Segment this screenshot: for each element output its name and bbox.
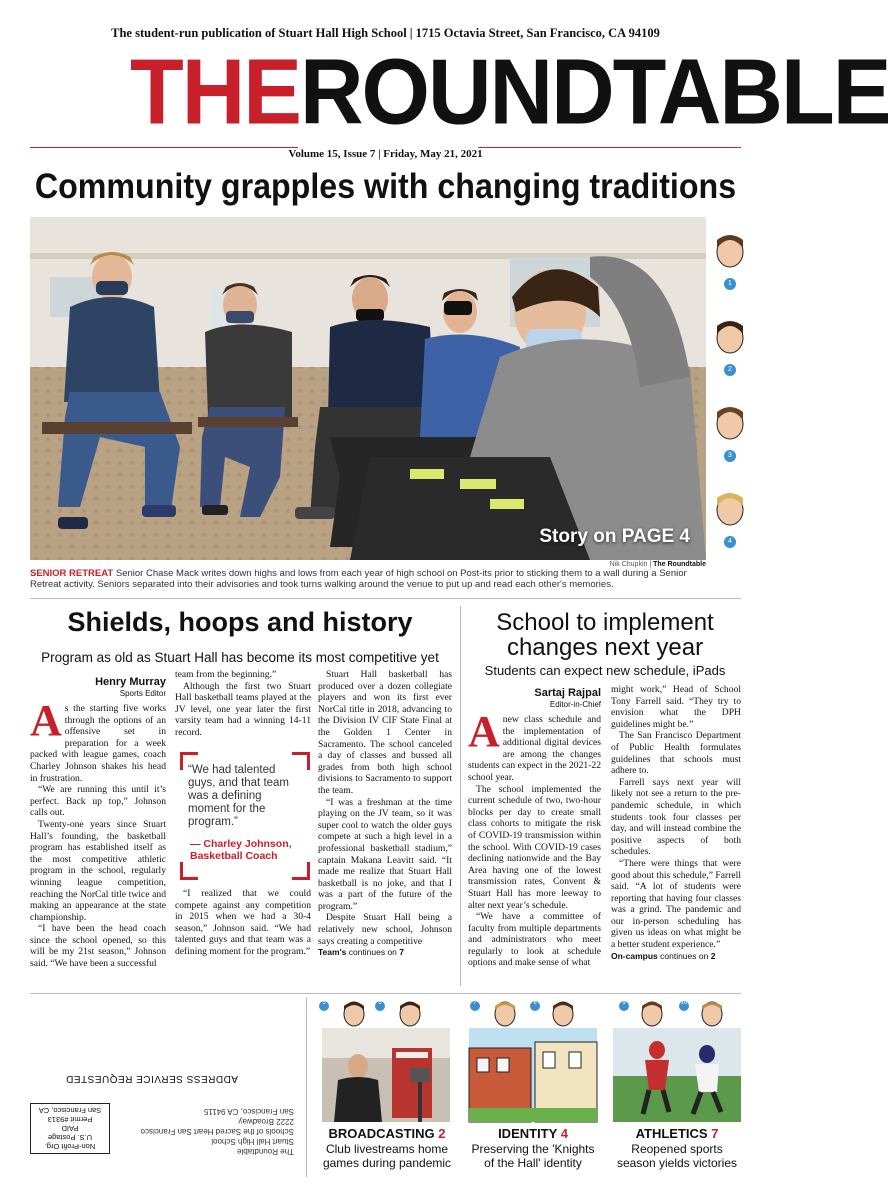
address-service: ADDRESS SERVICE REQUESTED: [65, 1073, 238, 1084]
tagline: The student-run publication of Stuart Hall High School | 1715 Octavia Street, San Francisco, CA 94109: [111, 26, 660, 40]
masthead-the: THE: [130, 39, 300, 144]
left-col-3: Stuart Hall basketball has produced over a dozen collegiate players and won its first ever NorCal title in 2018, advancing to the Division IV CIF State Final at the Golden 1 Center in Sacramento. The school canceled a day of classes and bussed all grades from both high school divisions to Sacramento to support the team. “I was a freshman at the time playing on the JV team, so it was super cool to watch the older guys compete at such a high level in a professional basketball stadium,” captain Makana Leavitt said. “It made me realize that Stuart Hall basketball is no joke, and that I was a part of the future of the program.” Despite Stuart Hall being a relatively new school, Johnson says creating a competitive Team's continues on 7: [318, 669, 452, 958]
badge-4: 4: [724, 536, 736, 548]
section-divider: [30, 598, 741, 599]
right-col-1: Sartaj Rajpal Editor-in-Chief Anew class schedule and the implementation of additional digital devices are among the changes students can expect in the 2021-22 school year. The school implemented the current schedule of two, two-hour blocks per day to create small class cohorts to mitigate the risk of COVID-19 transmission within the school. With COVID-19 cases declining nationwide and the Bay Area having one of the lowest transmission rates, Convent & Stuart Hall has more leeway to alter next year’s schedule. “We have a committee of faculty from multiple departments and administrators who meet regularly to look at schedule options and make sense of what: [468, 687, 601, 969]
bottom-divider: [30, 993, 741, 994]
contents-sidebar: [706, 230, 754, 570]
badge-1: 1: [724, 278, 736, 290]
postage-permit: Non-Profit Org. U.S. Postage PAID Permit #9313 San Francisco, CA: [30, 1103, 110, 1154]
right-byline: Sartaj Rajpal Editor-in-Chief: [534, 687, 601, 709]
teaser-photo-athletics: [613, 1028, 741, 1122]
teaser-faces-icon: [610, 1000, 744, 1026]
caption-text: Senior Chase Mack writes down highs and lows from each year of high school on Post-its prior to sticking them to a wall during a Senior Retreat activity. Seniors separated into their advisories and took turns walking around the venue to put up and read each other's memories.: [30, 568, 687, 590]
pull-quote-text: “We had talented guys, and that team was a defining moment for the program.”: [188, 764, 290, 828]
right-dropcap: A: [468, 707, 500, 756]
column-divider: [460, 606, 461, 986]
photo-credit: Nik Chupkin | The Roundtable: [609, 561, 706, 568]
student-face-icon: [712, 316, 748, 360]
left-dek: Program as old as Stuart Hall has become its most competitive yet: [41, 650, 439, 665]
student-face-icon: [712, 402, 748, 446]
pull-quote: [180, 752, 310, 880]
right-headline: School to implement changes next year: [496, 609, 714, 661]
left-col-2-bottom: “I realized that we could compete against any competition in 2015 when we had a 30-4 season,” Johnson said. “We had talented guys and that team was a defining moment for the program.”: [175, 888, 311, 957]
caption-label: SENIOR RETREAT: [30, 568, 114, 579]
left-jump-line[interactable]: Team's continues on 7: [318, 947, 404, 958]
student-face-icon: [712, 488, 748, 532]
photo-caption: [30, 568, 706, 590]
return-address: The Roundtable Stuart Hall High School Schools of the Sacred Heart San Francisco 2222 Broadway San Francisco, CA 94115: [140, 1107, 294, 1156]
right-jump-line[interactable]: On-campus continues on 2: [611, 950, 716, 961]
badge-2: 2: [724, 364, 736, 376]
teaser-photo-broadcasting: [322, 1028, 450, 1122]
pull-quote-attribution: — Charley Johnson, Basketball Coach: [190, 838, 292, 862]
lead-headline: Community grapples with changing traditions: [34, 167, 737, 206]
left-col-1: Henry Murray Sports Editor As the starting five works through the options of an offensive set in preparation for a week packed with league games, coach Charley Johnson shakes his head in frustration. “We are running this until it’s perfect. Back up top,” Johnson calls out. Twenty-one years since Stuart Hall’s founding, the basketball program has established itself as the most competitive athletic program in the school, regularly winning league competition, reaching the NorCal title twice and making an appearance at the state championship. “I have been the head coach since the school opened, so this will be my 21st season,” Johnson said. “We have been a successful: [30, 676, 166, 970]
teaser-identity[interactable]: 7 8 IDENTITY 4 Preserving the 'Knights of the Hall' identity: [463, 1000, 603, 1190]
teaser-athletics[interactable]: 9 10 ATHLETICS 7 Reopened sports season yields victories: [610, 1000, 744, 1190]
left-dropcap: A: [30, 696, 62, 745]
right-dek: Students can expect new schedule, iPads: [484, 663, 726, 678]
left-headline: Shields, hoops and history: [67, 607, 413, 637]
badge-3: 3: [724, 450, 736, 462]
story-page-link[interactable]: Story on PAGE 4: [539, 526, 690, 547]
right-col-2: might work,” Head of School Tony Farrell said. “They try to envision what the DPH guidelines might be.” The San Francisco Department of Public Health formulates guidelines that schools must adhere to. Farrell says next year will likely not see a return to the pre-pandemic schedule, in which students took four classes per day, and will instead combine the positive aspects of both schedules. “There were things that were good about this schedule,” Farrell said. “A lot of students were reporting that having four classes was a grind. The pandemic and our in-person scheduling has given us ideas on what might be a better student experience.” On-campus continues on 2: [611, 684, 741, 961]
mailing-panel: [30, 1060, 298, 1160]
masthead: [130, 39, 889, 144]
photo-illustration: [30, 217, 706, 560]
teaser-broadcasting[interactable]: 5 6 BROADCASTING 2 Club livestreams home games during pandemic: [318, 1000, 456, 1190]
teaser-illustration-identity: [469, 1028, 597, 1122]
teaser-faces-icon: [318, 1000, 456, 1026]
left-col-2: team from the beginning.” Although the first two Stuart Hall basketball teams played at the JV level, one year later the first varsity team had a winning 14-11 record.: [175, 669, 311, 738]
masthead-roundtable: ROUNDTABLE: [300, 39, 889, 144]
left-byline: Henry Murray Sports Editor: [95, 676, 166, 698]
student-face-icon: [712, 230, 748, 274]
issue-line: Volume 15, Issue 7 | Friday, May 21, 2021: [288, 148, 483, 160]
lead-photo: [30, 217, 706, 560]
mailing-divider: [306, 997, 307, 1177]
